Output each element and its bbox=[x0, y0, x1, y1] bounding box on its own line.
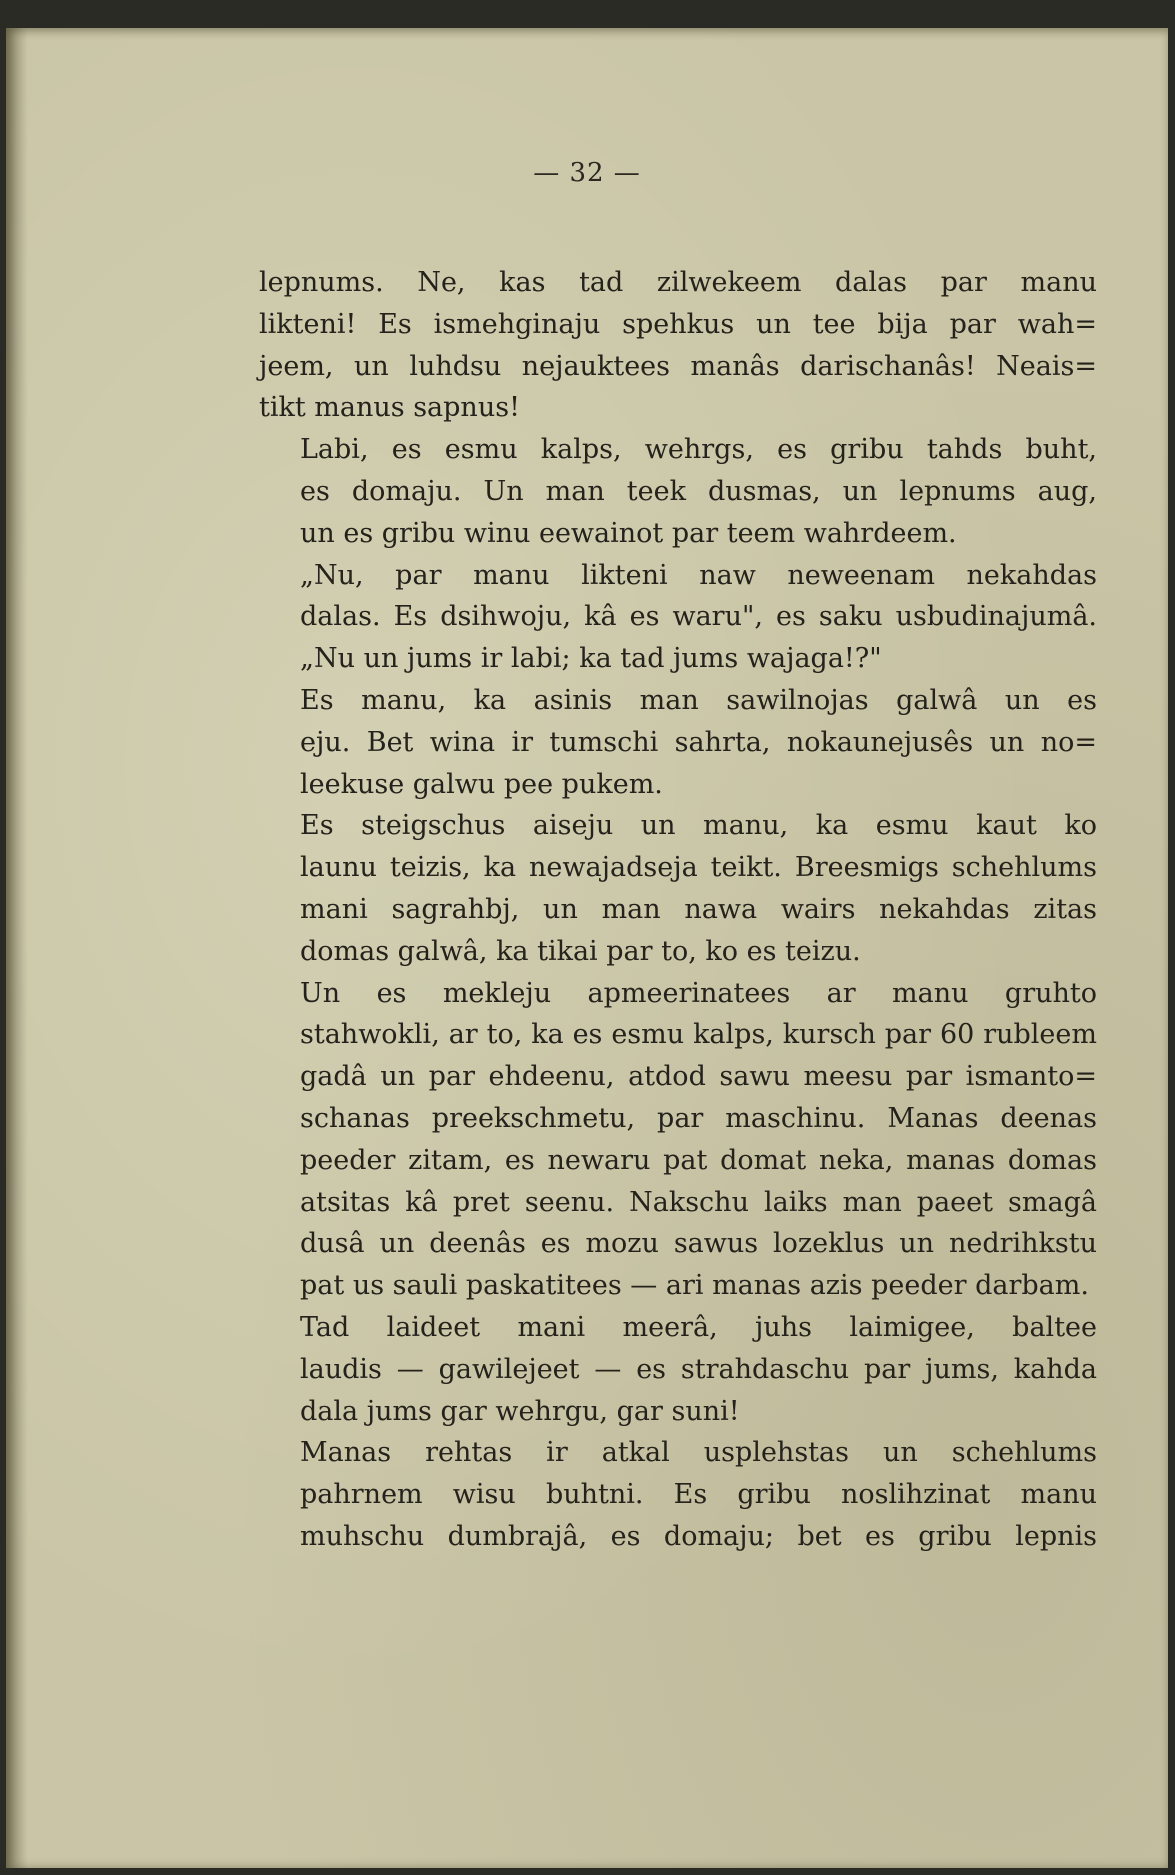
body-text bbox=[259, 262, 1097, 1558]
text-line: launu teizis, ka newajadseja teikt. Breesmigs schehlums bbox=[300, 852, 1097, 884]
text-line: domas galwâ, ka tikai par to, ko es teizu. bbox=[300, 935, 861, 967]
text-line: dusâ un deenâs es mozu sawus lozeklus un nedrihkstu bbox=[300, 1228, 1097, 1260]
text-line: gadâ un par ehdeenu, atdod sawu meesu par ismanto= bbox=[300, 1061, 1097, 1093]
text-line: un es gribu winu eewainot par teem wahrdeem. bbox=[300, 517, 957, 549]
text-line: lepnums. Ne, kas tad zilwekeem dalas par manu bbox=[259, 267, 1097, 298]
text-line: likteni! Es ismehginaju spehkus un tee bija par wah= bbox=[259, 308, 1097, 340]
paragraph bbox=[259, 1432, 1097, 1557]
text-line: Manas rehtas ir atkal usplehstas un schehlums bbox=[300, 1437, 1097, 1469]
paragraph bbox=[259, 262, 1097, 429]
text-line: laudis — gawilejeet — es strahdaschu par jums, kahda bbox=[300, 1353, 1097, 1385]
text-line: es domaju. Un man teek dusmas, un lepnums aug, bbox=[300, 475, 1097, 507]
paragraph bbox=[259, 973, 1097, 1307]
text-line: pat us sauli paskatitees — ari manas azis peeder darbam. bbox=[300, 1270, 1089, 1302]
text-line: peeder zitam, es newaru pat domat neka, manas domas bbox=[300, 1144, 1097, 1176]
book-page bbox=[6, 28, 1168, 1868]
text-line: pahrnem wisu buhtni. Es gribu noslihzinat manu bbox=[300, 1479, 1097, 1511]
text-line: Labi, es esmu kalps, wehrgs, es gribu tahds buht, bbox=[300, 434, 1097, 466]
text-line: „Nu, par manu likteni naw neweenam nekahdas bbox=[300, 559, 1097, 591]
text-line: stahwokli, ar to, ka es esmu kalps, kursch par 60 rubleem bbox=[300, 1019, 1097, 1051]
text-line: tikt manus sapnus! bbox=[259, 392, 520, 424]
paragraph bbox=[259, 680, 1097, 805]
text-line: dalas. Es dsihwoju, kâ es waru", es saku usbudinajumâ. bbox=[300, 601, 1097, 633]
text-line: Un es mekleju apmeerinatees ar manu gruhto bbox=[300, 977, 1097, 1009]
text-line: dala jums gar wehrgu, gar suni! bbox=[300, 1395, 740, 1427]
page-binding-shadow bbox=[6, 28, 28, 1868]
text-line: eju. Bet wina ir tumschi sahrta, nokaunejusês un no= bbox=[300, 726, 1097, 758]
text-line: atsitas kâ pret seenu. Nakschu laiks man paeet smagâ bbox=[300, 1186, 1097, 1218]
text-line: „Nu un jums ir labi; ka tad jums wajaga!?" bbox=[300, 643, 882, 675]
text-line: muhschu dumbrajâ, es domaju; bet es gribu lepnis bbox=[300, 1520, 1097, 1552]
text-line: Tad laideet mani meerâ, juhs laimigee, baltee bbox=[300, 1311, 1097, 1343]
paragraph bbox=[259, 1307, 1097, 1432]
text-line: schanas preekschmetu, par maschinu. Manas deenas bbox=[300, 1102, 1097, 1134]
text-line: Es steigschus aiseju un manu, ka esmu kaut ko bbox=[300, 810, 1097, 842]
text-line: jeem, un luhdsu nejauktees manâs darischanâs! Neais= bbox=[259, 350, 1097, 382]
text-line: Es manu, ka asinis man sawilnojas galwâ un es bbox=[300, 684, 1097, 716]
paragraph bbox=[259, 805, 1097, 972]
paragraph bbox=[259, 555, 1097, 680]
text-line: mani sagrahbj, un man nawa wairs nekahdas zitas bbox=[300, 893, 1097, 925]
paragraph bbox=[259, 429, 1097, 554]
page-number: — 32 — bbox=[533, 158, 641, 188]
text-line: leekuse galwu pee pukem. bbox=[300, 768, 663, 800]
